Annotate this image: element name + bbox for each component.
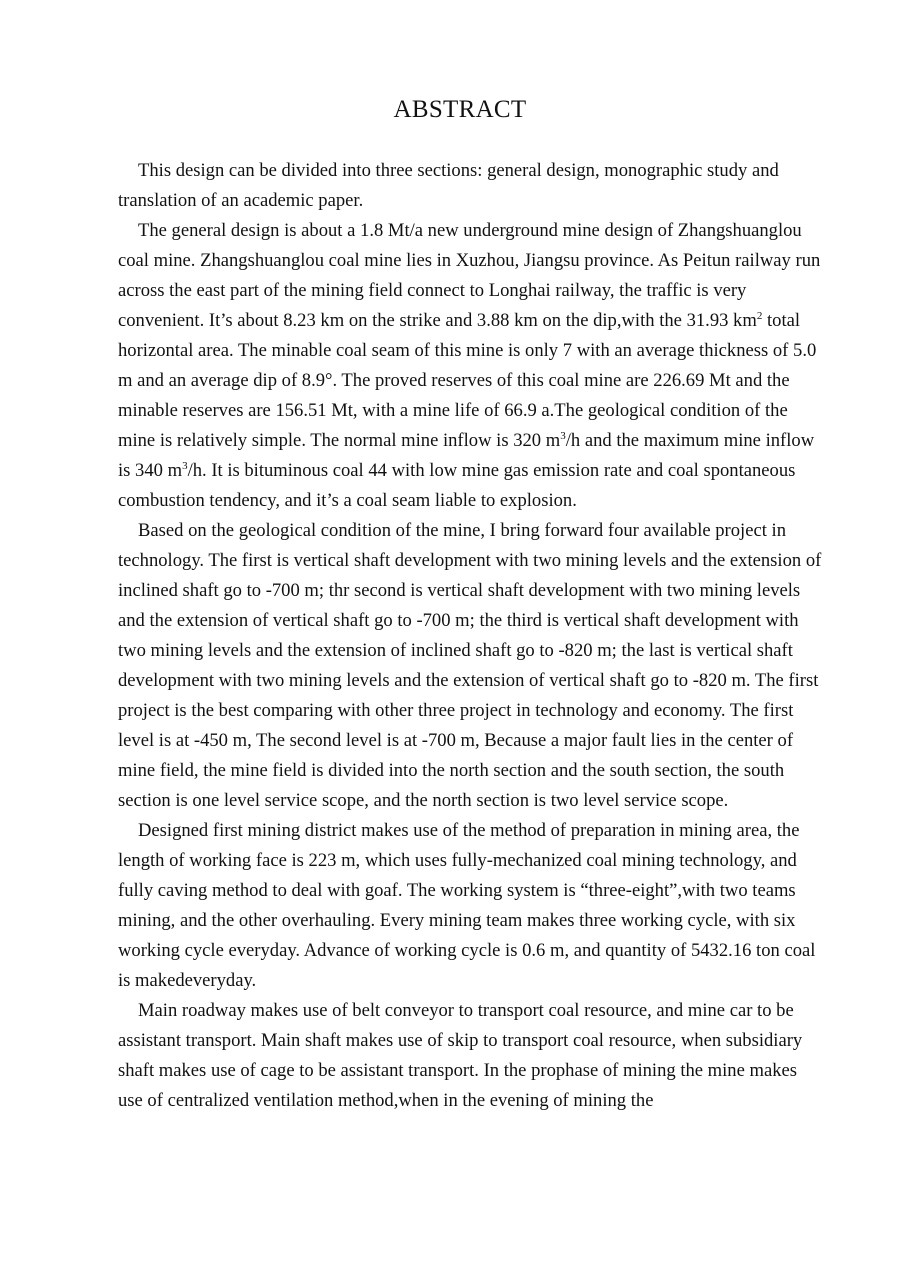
paragraph-text: total horizontal area. The minable coal seam of this mine is only 7 with an average thickness of 5.0 m and an average dip of 8.9°. The proved reserves of this coal mine are 226.69 Mt and the minable reserves are 156.51 Mt, with a mine life of 66.9 a.The geological condition of the mine is relatively simple. The normal mine inflow is 320 m (118, 310, 817, 451)
paragraph-general-design (118, 216, 826, 516)
superscript-volume-unit: 3 (560, 429, 566, 442)
abstract-body (118, 156, 826, 1116)
paragraph-text: The general design is about a 1.8 Mt/a new underground mine design of Zhangshuanglou coal mine. Zhangshuanglou coal mine lies in Xuzhou, Jiangsu province. As Peitun railway run across the east part of the mining field connect to Longhai railway, the traffic is very convenient. It’s about 8.23 km on the strike and 3.88 km on the dip,with the 31.93 km (118, 220, 821, 331)
paragraph-text: Designed first mining district makes use of the method of preparation in mining area, the length of working face is 223 m, which uses fully-mechanized coal mining technology, and fully caving method to deal with goaf. The working system is “three-eight”,with two teams mining, and the other overhauling. Every mining team makes three working cycle, with six working cycle everyday. Advance of working cycle is 0.6 m, and quantity of 5432.16 ton coal is makedeveryday. (118, 820, 816, 991)
superscript-area-unit: 2 (756, 309, 763, 322)
paragraph-transport-ventilation (118, 996, 826, 1116)
paragraph-text: Based on the geological condition of the mine, I bring forward four available project in technology. The first is vertical shaft development with two mining levels and the extension of inclined shaft go to -700 m; thr second is vertical shaft development with two mining levels and the extension of vertical shaft go to -700 m; the third is vertical shaft development with two mining levels and the extension of inclined shaft go to -820 m; the last is vertical shaft development with two mining levels and the extension of vertical shaft go to -820 m. The first project is the best comparing with other three project in technology and economy. The first level is at -450 m, The second level is at -700 m, Because a major fault lies in the center of mine field, the mine field is divided into the north section and the south section, the south section is one level service scope, and the north section is two level service scope. (118, 520, 822, 811)
page-title: ABSTRACT (393, 96, 527, 123)
superscript-volume-unit: 3 (182, 459, 188, 472)
paragraph-text: Main roadway makes use of belt conveyor to transport coal resource, and mine car to be assistant transport. Main shaft makes use of skip to transport coal resource, when subsidiary shaft makes use of cage to be assistant transport. In the prophase of mining the mine makes use of centralized ventilation method,when in the evening of mining the (118, 1000, 803, 1111)
paragraph-project-options (118, 516, 826, 816)
paragraph-text: /h and the maximum mine inflow is 340 m (118, 430, 815, 481)
paragraph-mining-district (118, 816, 826, 996)
paragraph-text: /h. It is bituminous coal 44 with low mine gas emission rate and coal spontaneous combustion tendency, and it’s a coal seam liable to explosion. (118, 460, 796, 511)
paragraph-design-sections (118, 156, 826, 216)
paragraph-text: This design can be divided into three sections: general design, monographic study and translation of an academic paper. (118, 160, 779, 211)
